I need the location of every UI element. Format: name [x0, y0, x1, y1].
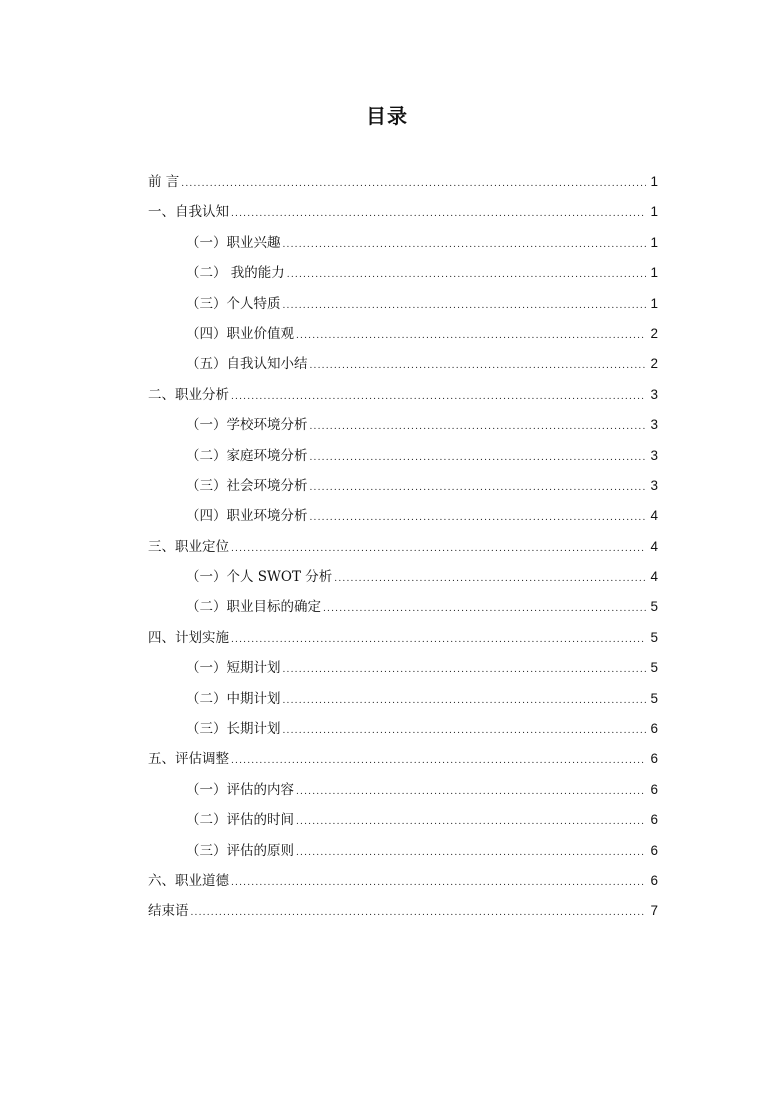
- toc-entry[interactable]: [148, 775, 658, 805]
- toc-entry-page-number: 2: [650, 325, 658, 341]
- toc-entry[interactable]: [148, 197, 658, 227]
- toc-dot-leader: [296, 838, 646, 868]
- toc-entry-page-number: 1: [650, 265, 658, 281]
- table-of-contents: [148, 167, 658, 927]
- toc-dot-leader: [296, 321, 646, 351]
- toc-entry-label: 五、评估调整: [148, 751, 229, 768]
- toc-entry-label: （四）职业价值观: [186, 325, 294, 342]
- toc-entry-label: （三）长期计划: [186, 721, 281, 738]
- toc-dot-leader: [296, 777, 646, 807]
- toc-entry-label: （二）职业目标的确定: [186, 599, 321, 616]
- toc-dot-leader: [231, 868, 646, 898]
- toc-entry-page-number: 6: [650, 812, 658, 828]
- toc-dot-leader: [283, 230, 647, 260]
- toc-entry-page-number: 6: [650, 781, 658, 797]
- toc-entry-page-number: 5: [650, 599, 658, 615]
- toc-entry-label: 三、职业定位: [148, 538, 229, 555]
- toc-entry-page-number: 5: [650, 690, 658, 706]
- toc-entry-label: （二）中期计划: [186, 690, 281, 707]
- toc-dot-leader: [310, 412, 647, 442]
- toc-dot-leader: [231, 534, 646, 564]
- toc-entry-label: （四）职业环境分析: [186, 508, 308, 525]
- toc-entry-label: （二） 我的能力: [186, 265, 285, 282]
- toc-dot-leader: [231, 199, 646, 229]
- toc-entry-page-number: 3: [650, 417, 658, 433]
- toc-entry-label: 二、职业分析: [148, 386, 229, 403]
- toc-dot-leader: [310, 473, 647, 503]
- toc-entry-label: （二）家庭环境分析: [186, 447, 308, 464]
- toc-dot-leader: [296, 807, 646, 837]
- toc-entry-label: （三）评估的原则: [186, 842, 294, 859]
- toc-entry[interactable]: [148, 501, 658, 531]
- toc-entry-label: （一）短期计划: [186, 660, 281, 677]
- toc-entry-label: （三）个人特质: [186, 295, 281, 312]
- toc-dot-leader: [310, 503, 647, 533]
- toc-entry[interactable]: [148, 714, 658, 744]
- toc-entry-label: （一）评估的内容: [186, 781, 294, 798]
- toc-entry-label: 一、自我认知: [148, 204, 229, 221]
- toc-dot-leader: [310, 351, 647, 381]
- toc-entry[interactable]: [148, 562, 658, 592]
- toc-dot-leader: [231, 746, 646, 776]
- toc-dot-leader: [287, 260, 646, 290]
- toc-entry-page-number: 6: [650, 721, 658, 737]
- toc-entry-page-number: 2: [650, 356, 658, 372]
- toc-entry[interactable]: [148, 623, 658, 653]
- toc-entry-page-number: 6: [650, 872, 658, 888]
- toc-entry[interactable]: [148, 592, 658, 622]
- toc-entry-page-number: 1: [650, 234, 658, 250]
- toc-entry-page-number: 4: [650, 569, 658, 585]
- toc-entry-page-number: 3: [650, 477, 658, 493]
- toc-entry[interactable]: [148, 441, 658, 471]
- toc-dot-leader: [323, 594, 646, 624]
- toc-entry-page-number: 1: [650, 174, 658, 189]
- toc-dot-leader: [283, 716, 647, 746]
- toc-dot-leader: [231, 625, 646, 655]
- toc-entry[interactable]: [148, 410, 658, 440]
- toc-entry-page-number: 5: [650, 660, 658, 676]
- toc-entry[interactable]: [148, 684, 658, 714]
- toc-entry[interactable]: [148, 319, 658, 349]
- toc-entry[interactable]: [148, 167, 658, 197]
- toc-entry-label: 前 言: [148, 174, 180, 190]
- toc-entry-page-number: 3: [650, 447, 658, 463]
- toc-entry-label: 四、计划实施: [148, 629, 229, 646]
- toc-entry-page-number: 7: [650, 903, 658, 919]
- toc-entry-page-number: 4: [650, 508, 658, 524]
- toc-entry-page-number: 1: [650, 295, 658, 311]
- toc-entry[interactable]: [148, 289, 658, 319]
- page-title: 目录: [366, 104, 408, 128]
- toc-entry-label: （一）学校环境分析: [186, 417, 308, 434]
- toc-dot-leader: [191, 898, 647, 928]
- toc-entry-page-number: 6: [650, 751, 658, 767]
- toc-entry[interactable]: [148, 805, 658, 835]
- toc-entry-page-number: 1: [650, 204, 658, 220]
- toc-entry[interactable]: [148, 380, 658, 410]
- toc-entry-page-number: 3: [650, 386, 658, 402]
- toc-entry[interactable]: [148, 653, 658, 683]
- toc-entry-label: （一）个人 SWOT 分析: [186, 569, 333, 586]
- toc-entry[interactable]: [148, 836, 658, 866]
- toc-dot-leader: [231, 382, 646, 412]
- toc-entry[interactable]: [148, 228, 658, 258]
- toc-entry-label: 结束语: [148, 903, 189, 920]
- toc-entry[interactable]: [148, 349, 658, 379]
- toc-dot-leader: [181, 169, 646, 199]
- toc-entry-label: 六、职业道德: [148, 872, 229, 889]
- toc-entry[interactable]: [148, 258, 658, 288]
- toc-entry-label: （三）社会环境分析: [186, 477, 308, 494]
- toc-entry-page-number: 5: [650, 629, 658, 645]
- toc-entry[interactable]: [148, 896, 658, 926]
- toc-entry-page-number: 4: [650, 538, 658, 554]
- toc-entry-page-number: 6: [650, 842, 658, 858]
- toc-dot-leader: [283, 291, 647, 321]
- toc-entry[interactable]: [148, 744, 658, 774]
- toc-entry[interactable]: [148, 532, 658, 562]
- toc-entry-label: （一）职业兴趣: [186, 234, 281, 251]
- toc-entry-label: （五）自我认知小结: [186, 356, 308, 373]
- toc-dot-leader: [283, 686, 647, 716]
- toc-dot-leader: [334, 564, 646, 594]
- toc-entry[interactable]: [148, 471, 658, 501]
- toc-dot-leader: [310, 443, 647, 473]
- toc-entry[interactable]: [148, 866, 658, 896]
- toc-dot-leader: [283, 655, 647, 685]
- toc-entry-label: （二）评估的时间: [186, 812, 294, 829]
